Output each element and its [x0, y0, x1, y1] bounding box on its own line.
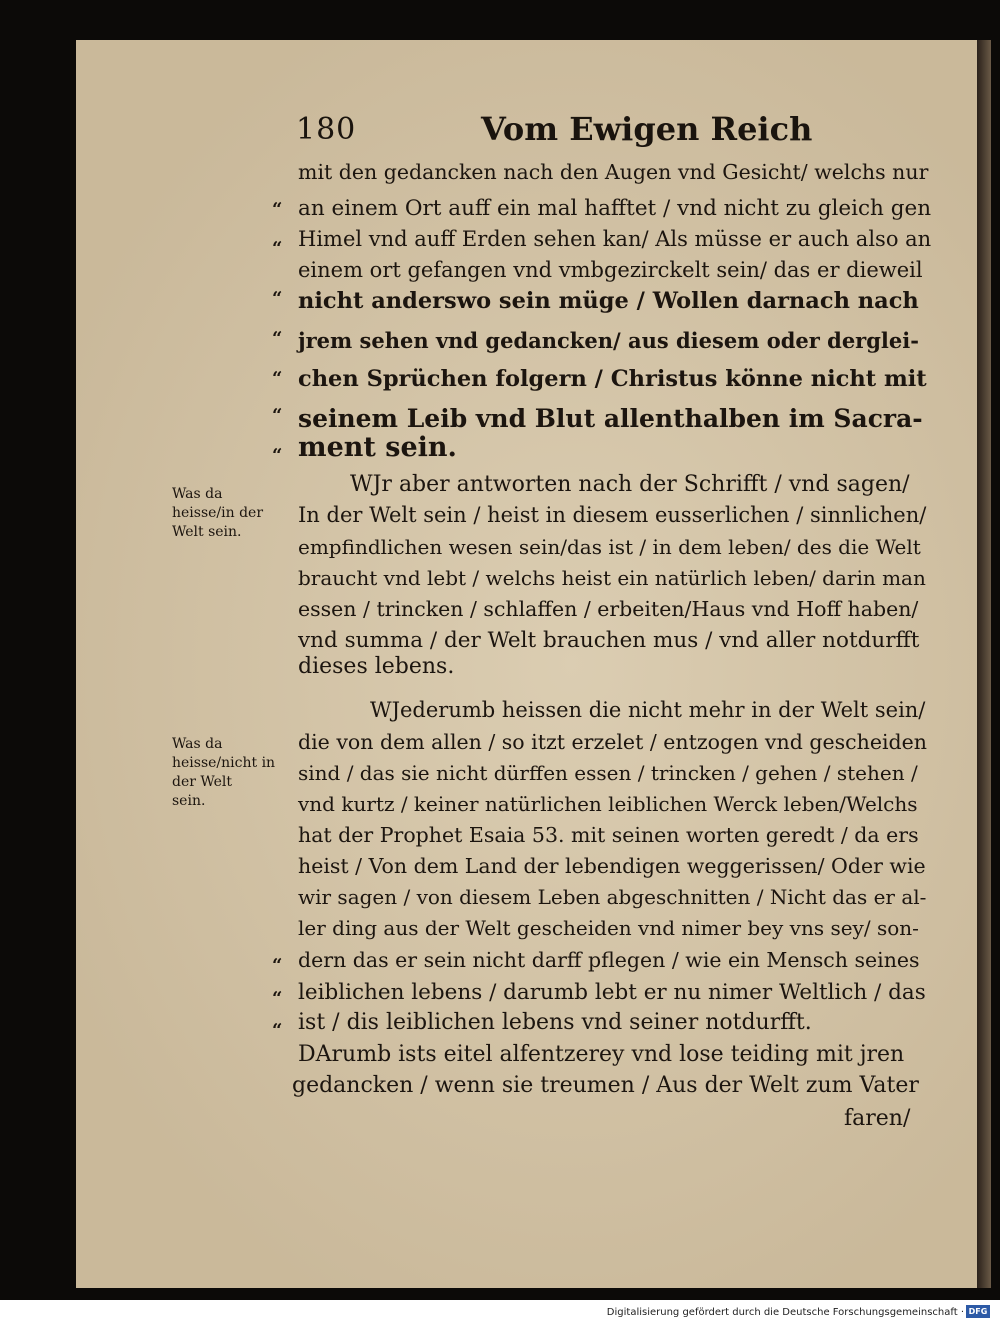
margin-note-line: Was da — [172, 486, 223, 502]
text-line: essen / trincken / schlaffen / erbeiten/Haus vnd Hoff haben/ — [298, 597, 919, 621]
text-line: sind / das sie nicht dürffen essen / trincken / gehen / stehen / — [298, 761, 918, 785]
text-line: chen Sprüchen folgern / Christus könne nicht mit — [298, 366, 927, 392]
text-line: faren/ — [844, 1106, 911, 1131]
quote-mark: “ — [272, 988, 283, 1009]
text-line: die von dem allen / so itzt erzelet / entzogen vnd gescheiden — [298, 730, 927, 754]
text-line: an einem Ort auff ein mal hafftet / vnd nicht zu gleich gen — [298, 196, 932, 221]
margin-note — [172, 735, 275, 811]
quote-mark: “ — [272, 288, 283, 309]
margin-note-line: Welt sein. — [172, 524, 242, 540]
funding-credit: Digitalisierung gefördert durch die Deutsche Forschungsgemeinschaft · — [606, 1307, 964, 1318]
page-edge-shadow — [977, 40, 991, 1288]
quote-mark: “ — [272, 238, 283, 259]
text-line: leiblichen lebens / darumb lebt er nu nimer Weltlich / das — [298, 980, 926, 1005]
text-line: DArumb ists eitel alfentzerey vnd lose teiding mit jren — [298, 1042, 905, 1067]
text-line: Himel vnd auff Erden sehen kan/ Als müsse er auch also an — [298, 227, 932, 251]
text-line: vnd summa / der Welt brauchen mus / vnd aller notdurfft — [298, 628, 920, 653]
text-line: jrem sehen vnd gedancken/ aus diesem oder derglei- — [298, 328, 919, 353]
text-line: dern das er sein nicht darff pflegen / wie ein Mensch seines — [298, 948, 920, 972]
text-line: hat der Prophet Esaia 53. mit seinen worten geredt / da ers — [298, 823, 919, 847]
quote-mark: “ — [272, 368, 283, 389]
text-line: nicht anderswo sein müge / Wollen darnach nach — [298, 288, 919, 314]
text-line: In der Welt sein / heist in diesem eusserlichen / sinnlichen/ — [298, 503, 927, 527]
text-line: ler ding aus der Welt gescheiden vnd nimer bey vns sey/ son- — [298, 916, 919, 940]
quote-mark: “ — [272, 955, 283, 976]
quote-mark: “ — [272, 328, 283, 349]
dfg-logo: DFG — [966, 1305, 990, 1318]
text-line: WJederumb heissen die nicht mehr in der Welt sein/ — [370, 698, 926, 722]
margin-note-line: heisse/in der — [172, 505, 264, 521]
text-line: wir sagen / von diesem Leben abgeschnitten / Nicht das er al- — [298, 885, 927, 909]
page-number: 180 — [296, 112, 357, 147]
quote-mark: “ — [272, 199, 283, 220]
text-line: braucht vnd lebt / welchs heist ein natürlich leben/ darin man — [298, 566, 926, 590]
text-line: empfindlichen wesen sein/das ist / in dem leben/ des die Welt — [298, 535, 921, 559]
text-line: einem ort gefangen vnd vmbgezirckelt sein/ das er dieweil — [298, 258, 923, 282]
margin-note — [172, 485, 263, 542]
margin-note-line: Was da — [172, 736, 223, 752]
text-line: mit den gedancken nach den Augen vnd Gesicht/ welchs nur — [298, 160, 929, 184]
margin-note-line: der Welt — [172, 774, 233, 790]
text-line: vnd kurtz / keiner natürlichen leiblichen Werck leben/Welchs — [298, 792, 918, 816]
quote-mark: “ — [272, 445, 283, 466]
text-line: seinem Leib vnd Blut allenthalben im Sacra- — [298, 404, 923, 433]
text-line: heist / Von dem Land der lebendigen weggerissen/ Oder wie — [298, 854, 926, 878]
text-line: ment sein. — [298, 432, 457, 463]
margin-note-line: sein. — [172, 793, 206, 809]
text-line: WJr aber antworten nach der Schrifft / vnd sagen/ — [350, 472, 910, 497]
margin-note-line: heisse/nicht in — [172, 755, 276, 771]
quote-mark: “ — [272, 405, 283, 426]
text-line: ist / dis leiblichen lebens vnd seiner notdurfft. — [298, 1010, 812, 1035]
text-line: gedancken / wenn sie treumen / Aus der Welt zum Vater — [292, 1073, 919, 1098]
quote-mark: “ — [272, 1020, 283, 1041]
running-title: Vom Ewigen Reich — [481, 110, 813, 148]
text-line: dieses lebens. — [298, 654, 455, 679]
